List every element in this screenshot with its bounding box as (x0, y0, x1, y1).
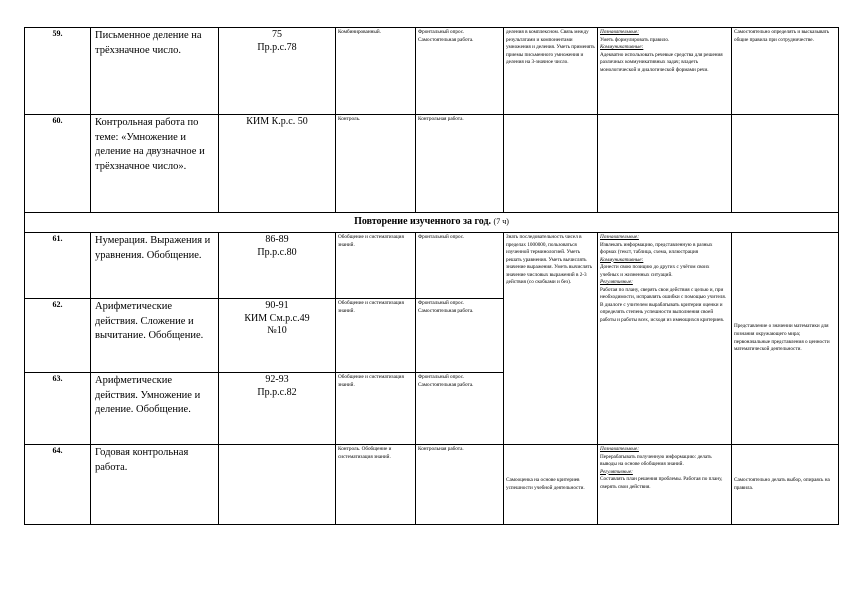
lesson-number: 60. (25, 115, 91, 213)
lesson-topic: Нумерация. Выражения и уравнения. Обобщение. (91, 233, 219, 299)
control-form: Фронтальный опрос. Самостоятельная работа. (416, 373, 504, 445)
personal-results (732, 115, 839, 213)
uud-heading: Коммуникативные: (600, 256, 644, 263)
personal-results: Самостоятельно определять и высказывать общие правила при сотрудничестве. (732, 28, 839, 115)
lesson-topic: Годовая контрольная работа. (91, 445, 219, 525)
uud-heading: Регулятивные: (600, 468, 633, 475)
uud-text: Составлять план решения проблемы. Работая по плану, сверять свои действия. (600, 476, 723, 490)
subject-results (504, 115, 598, 213)
lesson-number: 64. (25, 445, 91, 525)
lesson-number: 61. (25, 233, 91, 299)
reference-workbook: КИМ См.р.с.49 (244, 312, 310, 324)
reference-pages: КИМ К.р.с. 50 (246, 116, 308, 127)
reference-pages: 86-89 (265, 234, 289, 245)
table-row (25, 233, 839, 299)
section-heading (25, 213, 839, 233)
uud-heading: Познавательные: (600, 29, 639, 35)
reference-pages: 75 (272, 29, 282, 40)
lesson-number: 62. (25, 299, 91, 373)
uud-cell (598, 445, 732, 525)
subject-results-text: Самооценка на основе критериев успешности учебной деятельности. (506, 476, 585, 491)
subject-results: деления в комплексном. Связь между результатами и компонентами умножения и деления. Уметь применять приемы письменного умножения и деления на 3-значное число. (504, 28, 598, 115)
control-form: Контрольная работа. (416, 445, 504, 525)
subject-results (504, 445, 598, 525)
textbook-reference (219, 115, 336, 213)
uud-cell (598, 28, 732, 115)
lesson-type: Обобщение и систематизация знаний. (336, 299, 416, 373)
section-heading-row (25, 213, 839, 233)
lesson-type: Обобщение и систематизация знаний. (336, 373, 416, 445)
reference-workbook: Пр.р.с.82 (257, 386, 297, 398)
uud-cell (598, 233, 732, 445)
control-form: Фронтальный опрос. Самостоятельная работа. (416, 28, 504, 115)
lesson-topic: Контрольная работа по теме: «Умножение и деление на двузначное и трёхзначное число». (91, 115, 219, 213)
textbook-reference (219, 373, 336, 445)
textbook-reference (219, 28, 336, 115)
lesson-type: Контроль. (336, 115, 416, 213)
control-form: Контрольная работа. (416, 115, 504, 213)
personal-results (732, 445, 839, 525)
uud-text: Перерабатывать полученную информацию: делать выводы на основе обобщения знаний. (600, 453, 712, 468)
reference-pages: 90-91 (265, 300, 289, 311)
control-form: Фронтальный опрос. (416, 233, 504, 299)
uud-text: Донести свою позицию до других с учётом своих учебных и жизненных ситуаций. (600, 264, 710, 278)
lesson-type: Контроль. Обобщение и систематизация знаний. (336, 445, 416, 525)
lesson-topic: Арифметические действия. Сложение и вычитание. Обобщение. (91, 299, 219, 373)
personal-results-text: Самостоятельно делать выбор, опираясь на правила. (734, 476, 830, 491)
lesson-plan-table (24, 27, 839, 525)
textbook-reference (219, 233, 336, 299)
reference-number: №10 (267, 325, 287, 336)
lesson-type: Обобщение и систематизация знаний. (336, 233, 416, 299)
subject-results: Знать последовательность чисел в пределах 1000000, пользоваться изученной терминологией. Уметь решать уравнения. Уметь вычислять значение выражения. Уметь вычислять значение числовых выражений в 2-3 действия (со скобками и без). (504, 233, 598, 445)
lesson-topic: Письменное деление на трёхзначное число. (91, 28, 219, 115)
table-row (25, 28, 839, 115)
section-title: Повторение изученного за год. (354, 216, 492, 227)
control-form: Фронтальный опрос. Самостоятельная работа. (416, 299, 504, 373)
lesson-topic: Арифметические действия. Умножение и деление. Обобщение. (91, 373, 219, 445)
reference-workbook: Пр.р.с.80 (257, 246, 297, 258)
textbook-reference (219, 445, 336, 525)
uud-heading: Регулятивные: (600, 279, 633, 286)
textbook-reference (219, 299, 336, 373)
reference-pages: 92-93 (265, 374, 289, 385)
table-row (25, 115, 839, 213)
lesson-type: Комбинированный. (336, 28, 416, 115)
section-hours: (7 ч) (493, 217, 509, 226)
lesson-number: 63. (25, 373, 91, 445)
uud-heading: Коммуникативные: (600, 44, 644, 51)
uud-text: Извлекать информацию, представленную в разных формах (текст, таблица, схема, иллюстрация (600, 241, 713, 256)
personal-results-text: Представление о значении математики для познания окружающего мира; первоначальные представления о ценности математической деятельности. (734, 323, 830, 353)
uud-text: Работая по плану, сверять свои действия с целью и, при необходимости, исправлять ошибки с помощью учителя. В диалоге с учителем вырабатывать критерии оценки и определять степень успешности выполнения своей работы и работы всех, исходя из имеющихся критериев. (600, 286, 727, 323)
personal-results (732, 233, 839, 445)
uud-text: Адекватно использовать речевые средства для решения различных коммуникативных задач; владеть монологической и диалогической формами речи. (600, 51, 723, 73)
uud-text: Уметь формулировать правило. (600, 36, 670, 43)
uud-heading: Познавательные: (600, 234, 639, 240)
lesson-number: 59. (25, 28, 91, 115)
uud-heading: Познавательные: (600, 446, 639, 452)
reference-workbook: Пр.р.с.78 (257, 41, 297, 53)
uud-cell (598, 115, 732, 213)
table-row (25, 445, 839, 525)
